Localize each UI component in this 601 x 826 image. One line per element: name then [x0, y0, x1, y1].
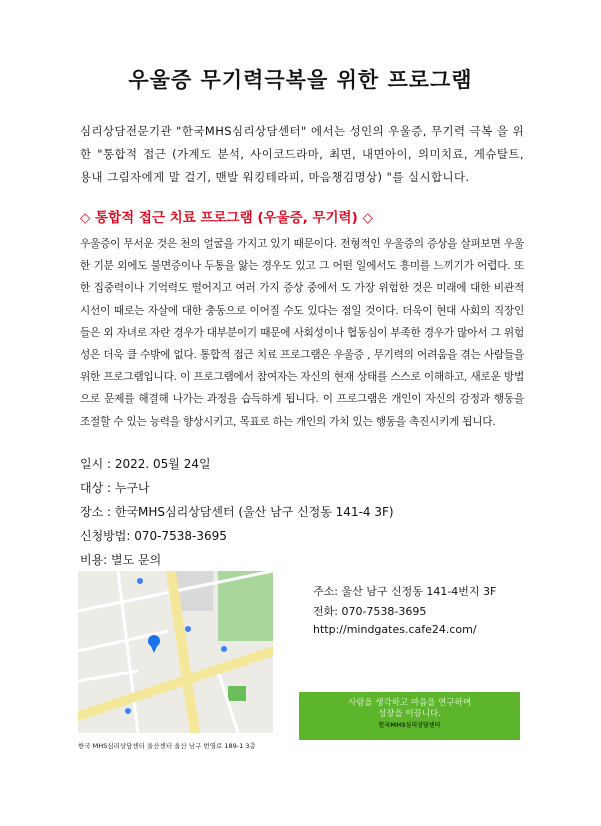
info-location: 장소 : 한국MHS심리상담센터 (울산 남구 신정동 141-4 3F)	[80, 505, 394, 519]
page-title: 우울증 무기력극복을 위한 프로그램	[128, 68, 473, 92]
contact-url[interactable]: http://mindgates.cafe24.com/	[313, 623, 477, 636]
info-target: 대상 : 누구나	[80, 481, 150, 495]
intro-text: 심리상담전문기관 "한국MHS심리상담센터" 에서는 성인의 우울증, 무기력 극복 을 위한 "통합적 접근 (가계도 분석, 사이코드라마, 최면, 내면아이, 의미치료, 게슈탈트, 용내 그림자에게 말 걸기, 맨발 워킹테라피, 마음챙김명상) "를 실시합니다.	[80, 124, 524, 184]
body-paragraph: 우울증이 무서운 것은 천의 얼굴을 가지고 있기 때문이다. 전형적인 우울증의 증상을 살펴보면 우울한 기분 외에도 불면증이나 두통을 앓는 경우도 있고 그 어떤 일에서도 흥미를 느끼기가 어렵다. 또한 집중력이나 기억력도 떨어지고 여러 가지 증상 중에서 도 가장 위험한 것은 미래에 대한 비관적 시선이 때로는 자살에 대한 충동으로 이어질 수도 있다는 점일 것이다. 더욱이 현대 사회의 직장인들은 외 자녀로 자란 경우가 대부분이기 때문에 사회성이나 협동심이 부족한 경우가 많아서 그 위험성은 더욱 클 수밖에 없다. 통합적 접근 치료 프로그램은 우울증 , 무기력의 어려움을 겪는 사람들을 위한 프로그램입니다. 이 프로그램에서 참여자는 자신의 현재 상태를 스스로 이해하고, 새로운 방법으로 문제를 해결해 나가는 과정을 습득하게 됩니다. 이 프로그램은 개인이 자신의 감정과 행동을 조절할 수 있는 능력을 향상시키고, 목표로 하는 개인의 가치 있는 행동을 촉진시키게 됩니다.	[80, 238, 524, 428]
section-heading: ◇ 통합적 접근 치료 프로그램 (우울증, 무기력) ◇	[80, 210, 373, 226]
banner-line2: 성장을 이끕니다.	[378, 709, 441, 719]
banner-line1: 사람을 생각하고 마음을 연구하며	[347, 698, 472, 708]
contact-phone: 전화: 070-7538-3695	[313, 605, 427, 618]
center-banner	[299, 692, 520, 740]
map-caption: 한국 MHS심리상담센터 울산센터 울산 남구 번영로 189-1 3층	[78, 742, 256, 750]
info-apply: 신청방법: 070-7538-3695	[80, 529, 227, 543]
info-date: 일시 : 2022. 05월 24일	[80, 457, 211, 471]
info-cost: 비용: 별도 문의	[80, 553, 162, 567]
contact-address: 주소: 울산 남구 신정동 141-4번지 3F	[313, 585, 497, 598]
location-map	[78, 571, 273, 733]
banner-brand: 한국MHS심리상담센터	[378, 722, 441, 729]
